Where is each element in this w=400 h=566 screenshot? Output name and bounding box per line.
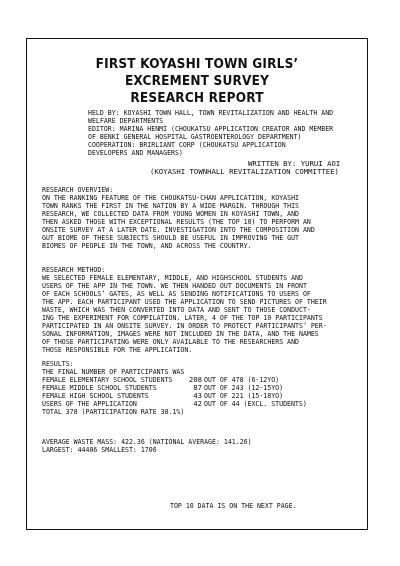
method-section bbox=[42, 266, 358, 354]
results-row-value: 42 bbox=[193, 399, 202, 408]
overview-section bbox=[42, 186, 345, 250]
method-line: SONAL INFORMATION, IMAGES WERE NOT INCLUDED IN THE DATA, AND THE NAMES bbox=[42, 329, 319, 338]
method-line: ING THE EXPERIMENT FOR COMPILATION. LATER, 4 OF THE TOP 10 PARTICIPANTS bbox=[42, 313, 323, 322]
credit-line: OF BENKI GENERAL HOSPITAL GASTROENTEROLOGY DEPARTMENT) bbox=[88, 132, 302, 141]
method-line: THOSE RESPONSIBLE FOR THE APPLICATION. bbox=[42, 345, 193, 354]
results-row-label: FEMALE ELEMENTARY SCHOOL STUDENTS bbox=[42, 375, 173, 384]
overview-line: GUT BIOME OF THESE SUBJECTS SHOULD BE USEFUL IN IMPROVING THE GUT bbox=[42, 233, 300, 242]
waste-summary bbox=[42, 438, 275, 454]
results-heading-block bbox=[42, 360, 200, 376]
credit-line: HELD BY: KOYASHI TOWN HALL, TOWN REVITALIZATION AND HEALTH AND bbox=[88, 108, 334, 117]
overview-line: THEN ASKED THOSE WITH EXCEPTIONAL RESULTS (THE TOP 10) TO PERFORM AN bbox=[42, 217, 311, 226]
results-row-label: FEMALE HIGH SCHOOL STUDENTS bbox=[42, 391, 149, 400]
results-row-value: 208 bbox=[188, 375, 202, 384]
results-table bbox=[42, 376, 362, 416]
results-total: TOTAL 378 (PARTICIPATION RATE 38.1%) bbox=[42, 407, 185, 416]
overview-line: ONSITE SURVEY AT A LATER DATE. INVESTIGATION INTO THE COMPOSITION AND bbox=[42, 225, 315, 234]
report-title-line-1: FIRST KOYASHI TOWN GIRLS’ bbox=[95, 57, 299, 72]
method-line: WE SELECTED FEMALE ELEMENTARY, MIDDLE, AND HIGHSCHOOL STUDENTS AND bbox=[42, 273, 303, 282]
method-line: WASTE, WHICH WAS THEN CONVERTED INTO DATA AND SENT TO THOSE CONDUCT- bbox=[42, 305, 311, 314]
credit-line: DEVELOPERS AND MANAGERS) bbox=[88, 148, 183, 157]
credit-line: COOPERATION: BRIRLIANT CORP (CHOUKATSU APPLICATION bbox=[88, 140, 286, 149]
results-row-label: USERS OF THE APPLICATION bbox=[42, 399, 137, 408]
written-by-organization: (KOYASHI TOWNHALL REVITALIZATION COMMITTEE) bbox=[150, 167, 339, 176]
results-row-detail: OUT OF 44 (EXCL. STUDENTS) bbox=[204, 399, 307, 408]
next-page-note: TOP 10 DATA IS ON THE NEXT PAGE. bbox=[170, 501, 297, 510]
results-heading: RESULTS: bbox=[42, 359, 74, 368]
report-title-line-2: EXCREMENT SURVEY bbox=[124, 74, 270, 89]
results-row-detail: OUT OF 243 (12-15YO) bbox=[204, 383, 284, 392]
overview-line: BIOMES OF PEOPLE IN THE TOWN, AND ACROSS THE COUNTRY. bbox=[42, 241, 252, 250]
results-row-detail: OUT OF 221 (15-18YO) bbox=[204, 391, 284, 400]
method-line: USERS OF THE APP IN THE TOWN. WE THEN HANDED OUT DOCUMENTS IN FRONT bbox=[42, 281, 307, 290]
overview-line: RESEARCH, WE COLLECTED DATA FROM YOUNG WOMEN IN KOYASHI TOWN, AND bbox=[42, 209, 300, 218]
report-title-line-3: RESEARCH REPORT bbox=[130, 91, 264, 106]
credit-line: WELFARE DEPARTMENTS bbox=[88, 116, 164, 125]
overview-line: ON THE RANKING FEATURE OF THE CHOUKATSU-CHAN APPLICATION, KOYASHI bbox=[42, 193, 300, 202]
method-heading: RESEARCH METHOD: bbox=[42, 265, 106, 274]
method-line: PARTICIPATED IN AN ONSITE SURVEY. IN ORDER TO PROTECT PARTICIPANTS’ PER- bbox=[42, 321, 327, 330]
results-row-label: FEMALE MIDDLE SCHOOL STUDENTS bbox=[42, 383, 157, 392]
largest-smallest: LARGEST: 44406 SMALLEST: 1706 bbox=[42, 445, 157, 454]
method-line: OF EACH SCHOOLS’ GATES, AS WELL AS SENDING NOTIFICATIONS TO USERS OF bbox=[42, 289, 311, 298]
results-row-value: 43 bbox=[193, 391, 202, 400]
results-total-row bbox=[42, 408, 362, 416]
results-row-value: 87 bbox=[193, 383, 202, 392]
results-intro: THE FINAL NUMBER OF PARTICIPANTS WAS bbox=[42, 367, 185, 376]
results-row-detail: OUT OF 478 (6-12YO) bbox=[204, 375, 280, 384]
written-by: WRITTEN BY: YURUI AOI bbox=[248, 159, 341, 168]
overview-heading: RESEARCH OVERVIEW: bbox=[42, 185, 114, 194]
credits-block bbox=[88, 109, 360, 157]
average-waste-mass: AVERAGE WASTE MASS: 422.36 (NATIONAL AVERAGE: 141.26) bbox=[42, 437, 252, 446]
method-line: OF THOSE PARTICIPATING WERE ONLY AVAILABLE TO THE RESEARCHERS AND bbox=[42, 337, 300, 346]
method-line: THE APP. EACH PARTICIPANT USED THE APPLICATION TO SEND PICTURES OF THEIR bbox=[42, 297, 327, 306]
overview-line: TOWN RANKS THE FIRST IN THE NATION BY A WIDE MARGIN. THROUGH THIS bbox=[42, 201, 300, 210]
credit-line: EDITOR: MARINA HENMI (CHOUKATSU APPLICATION CREATOR AND MEMBER bbox=[88, 124, 334, 133]
